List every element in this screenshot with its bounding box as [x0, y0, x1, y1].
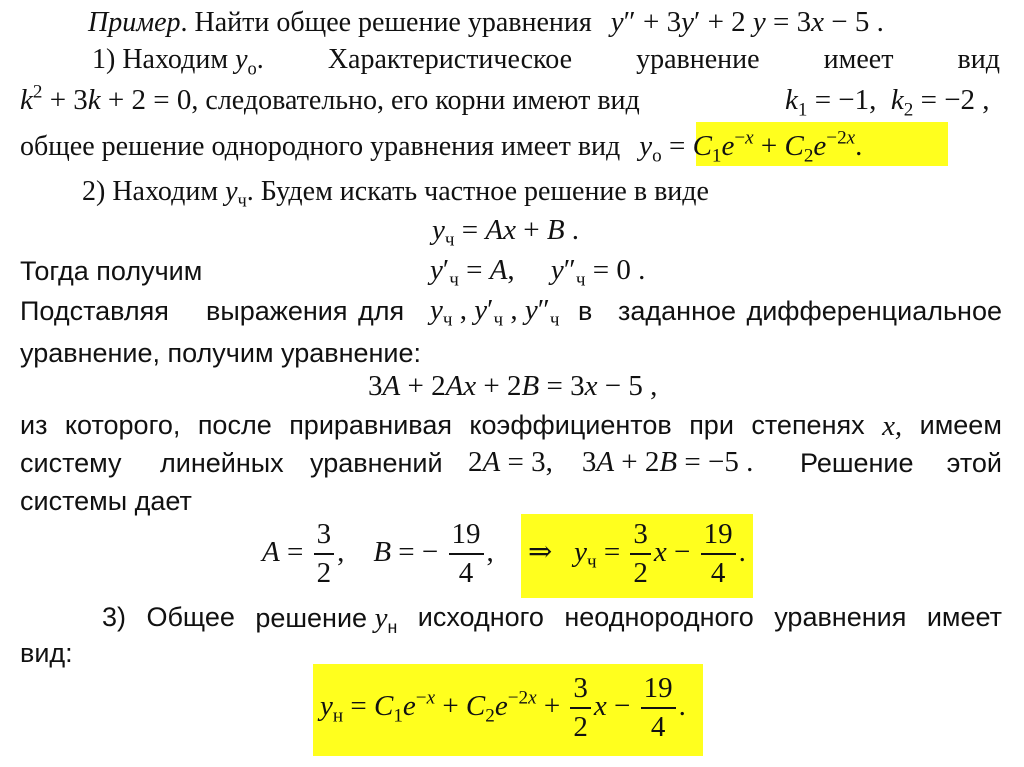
char-equation: $k^2 + 3k + 2 = 0$ [20, 81, 192, 116]
step2-line: 2) Находим $y_ч$. Будем искать частное решение в виде [82, 176, 709, 211]
step1-word: Характеристическое [327, 44, 573, 75]
char-eq-text: , следовательно, его корни имеют вид [191, 85, 640, 116]
ode-equation: y″ + 3y′ + 2 y = 3x − 5 . [610, 6, 884, 38]
example-title-line [88, 8, 884, 37]
example-label: Пример [88, 7, 181, 38]
particular-form: $y_ч = Ax + B$ . [432, 214, 580, 251]
step3-line: 3) Общее решение $y_н$ исходного неоднородного уравнения имеет [102, 602, 1002, 638]
homog-text: общее решение однородного уравнения имеет вид [20, 131, 621, 162]
homog-solution: $y_о = C_1e^{-x} + C_2e^{-2x}$ [639, 127, 856, 167]
resulting-equation: 3A + 2Ax + 2B = 3x − 5 , [368, 370, 658, 402]
step1-word: уравнение [636, 44, 760, 75]
coef-line: из которого, после приравнивая коэффициентов при степенях x, имеем [20, 410, 1002, 442]
step2-text: 2) Находим [82, 176, 219, 207]
subst-functions: $y_ч$ , $y'_ч$ , $y''_ч$ [430, 294, 560, 331]
example-task: . Найти общее решение уравнения [180, 7, 592, 38]
coefficients-solution: A = $\frac{3}{2}$ , B = − $\frac{19}{4}$ , [262, 518, 494, 590]
general-solution: $y_н = C_1e^{-x} + C_2e^{-2x}$ + $\frac{3}{2}$ x − $\frac{19}{4}$ . [320, 672, 686, 744]
step1-word: вид [957, 44, 1000, 75]
system-end: системы дает [20, 486, 192, 516]
derivatives: $y'_ч = A$, $y''_ч = 0$ . [430, 254, 646, 291]
step1-intro: 1) Находим $y_о$. [92, 44, 264, 79]
subst-line-2: уравнение, получим уравнение: [20, 338, 422, 368]
step1-word: имеет [823, 44, 894, 75]
system-equations: 2A = 3, 3A + 2B = −5 . [468, 446, 754, 478]
step3-end: вид: [20, 638, 73, 668]
then-line [20, 258, 202, 286]
particular-solution: ⇒ $y_ч$ = $\frac{3}{2}$ x − $\frac{19}{4}$ . [528, 518, 746, 590]
homog-line: общее решение однородного уравнения имеет вид $y_о = C_1e^{-x} + C_2e^{-2x}$. [20, 127, 863, 167]
roots: $k_1 = -1$, $k_2 = -2$ , [785, 84, 990, 121]
step1-line [92, 44, 1000, 79]
step2-rest: . Будем искать частное решение в виде [246, 176, 709, 207]
char-eq-line [20, 81, 1005, 121]
then-text: Тогда получим [20, 256, 203, 286]
